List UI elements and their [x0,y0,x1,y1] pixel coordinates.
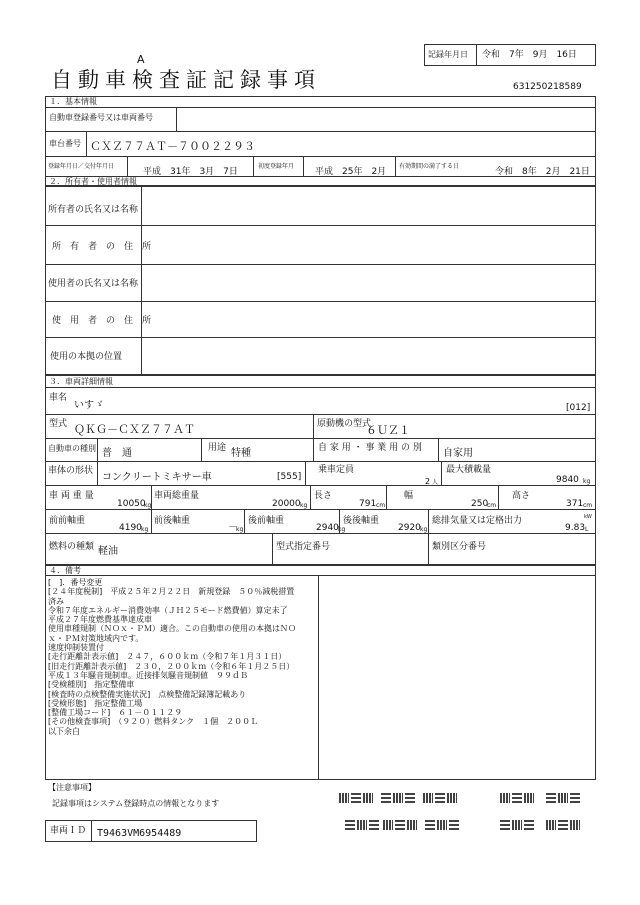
record-date-label: 記録年月日 [428,50,468,59]
length-value: 791 [359,499,377,509]
remark-line: 済み [48,596,64,606]
remark-line: [検査時の点検整備実施状況] 点検整備記録簿記載あり [48,689,247,699]
remark-line: 平成２７年度燃費基準達成車 [48,615,152,625]
owner-name-label: 所有者の氏名又は名称 [48,205,139,215]
max-load-label: 最大積載量 [446,465,492,475]
business-type-label: 自 家 用 ・ 事 業 用 の 別 [318,443,422,453]
vehicle-weight-label: 車 両 重 量 [49,491,94,501]
vehicle-kind-value: 普 通 [102,448,132,459]
section-4-heading: ４．備考 [49,566,81,575]
capacity-label: 乗車定員 [318,465,355,475]
expiry-value: 令和 8年 2月 21日 [495,167,590,177]
chassis-number-value: ＣＸＺ７７ＡＴ－７００２２９３ [90,140,255,153]
kg-unit: kg [141,526,149,533]
remark-line: 平成１３年騒音規制車。近接排気騒音規制値 ９９ｄＢ [48,670,248,680]
height-label: 高さ [512,491,531,501]
model-value: ＱＫＧ－ＣＸＺ７７ＡＴ [74,423,195,436]
kg-unit: kg [144,502,152,509]
document-number: 631250218589 [513,82,582,92]
type-designation-label: 型式指定番号 [276,542,331,552]
front-rear-axle-value: － [228,523,238,533]
owner-address-label: 所 有 者 の 住 所 [52,242,152,252]
gross-weight-label: 車両総重量 [154,491,200,501]
remark-line: [２４年度税制] 平成２５年２月２２日 新規登録 ５０％減税措置 [48,587,295,597]
kg-unit: kg [300,502,308,509]
remark-line: [受検形態] 指定整備工場 [48,698,143,708]
car-name-label: 車名 [49,393,68,403]
body-shape-label: 車体の形状 [48,466,94,476]
displacement-unit-l: L [585,526,589,533]
car-name-code: [012] [566,403,591,413]
engine-model-value: ６ＵＺ１ [366,424,410,437]
rear-front-axle-value: 2940 [316,523,339,533]
qr-code-group-left [339,793,459,831]
vehicle-weight-value: 10050 [117,499,146,509]
vehicle-id-label: 車両ＩＤ [50,826,87,836]
cm-unit: cm [487,502,497,509]
max-load-value: 9840 [556,475,579,485]
kg-unit: kg [236,526,244,533]
model-label: 型式 [49,419,68,429]
car-name-value: いすゞ [74,400,104,411]
remark-line: [ ]．番号変更 [48,578,103,587]
remark-line: ｘ・ＰＭ対策地域内です。 [48,633,144,643]
capacity-unit: 人 [432,479,439,486]
section-1-heading: １．基本情報 [49,97,97,106]
use-label: 用途 [208,443,227,453]
displacement-unit-kw: kW [584,514,592,520]
user-address-label: 使 用 者 の 住 所 [52,316,152,326]
section-2-heading: ２．所有者・使用者情報 [49,177,137,186]
height-value: 371 [566,499,584,509]
fuel-type-value: 軽油 [98,546,118,557]
rear-rear-axle-label: 後後軸重 [343,516,380,526]
reg-date-value: 平成 31年 3月 7日 [143,167,238,177]
remark-line: [整備工場コード] ６１－０１１２９ [48,708,183,718]
vehicle-id-value: T9463VM6954489 [97,828,182,839]
width-value: 250 [471,499,489,509]
remark-line: 使用車種規制（ＮＯｘ・ＰＭ）適合。この自動車の使用の本拠はＮＯ [48,624,296,634]
rear-front-axle-label: 後前軸重 [248,516,285,526]
reg-number-label: 自動車登録番号又は車両番号 [49,113,153,122]
remark-line: [旧走行距離計表示値] ２３０，２００ｋｍ（令和６年１月２５日） [48,661,295,671]
remark-line: 速度抑制装置付 [48,643,104,653]
remark-line: [走行距離計表示値] ２４７，６００ｋｍ（令和７年１月３１日） [48,652,287,662]
kg-unit: kg [338,526,346,533]
engine-model-label: 原動機の型式 [317,419,372,429]
reg-date-label: 登録年月日／交付年月日 [48,163,115,170]
displacement-label: 総排気量又は定格出力 [432,516,523,526]
remark-line: [受検種別] 指定整備車 [48,680,135,690]
capacity-value: 2 [425,477,431,486]
form-mark: A [137,53,145,66]
section-3-heading: ３．車両詳細情報 [49,377,113,386]
gross-weight-value: 20000 [272,499,301,509]
remark-line: [その他検査事項] （９２０）燃料タンク １個 ２００Ｌ [48,717,259,727]
category-number-label: 類別区分番号 [432,542,487,552]
cm-unit: cm [376,502,386,509]
length-label: 長さ [314,491,333,501]
remarks-list [48,578,296,736]
vehicle-kind-label: 自動車の種別 [48,444,96,453]
remark-line: 令和７年度エネルギー消費効率（ＪＨ２５モード燃費値）算定未了 [48,605,288,615]
qr-code-group-right [500,793,584,831]
notice-text: 記録事項はシステム登録時点の情報となります [52,799,220,808]
front-front-axle-label: 前前軸重 [49,516,86,526]
rear-rear-axle-value: 2920 [398,523,421,533]
business-type-value: 自家用 [443,448,473,459]
fuel-type-label: 燃料の種類 [49,542,95,552]
body-shape-value: コンクリートミキサー車 [102,472,212,483]
first-reg-label: 初度登録年月 [258,163,295,170]
record-date-value: 令和 7年 9月 16日 [482,50,577,60]
notice-heading: 【注意事項】 [48,783,96,792]
body-shape-code: [555] [277,472,302,482]
front-rear-axle-label: 前後軸重 [154,516,191,526]
base-location-label: 使用の本拠の位置 [50,352,123,362]
kg-unit: kg [420,526,428,533]
expiry-label: 有効期間の満了する日 [399,163,460,170]
user-name-label: 使用者の氏名又は名称 [48,279,139,289]
max-load-unit: kg [583,478,591,485]
first-reg-value: 平成 25年 2月 [315,167,387,177]
displacement-value: 9.83 [565,523,586,533]
remark-line: 以下余白 [48,726,80,736]
width-label: 幅 [404,491,414,501]
front-front-axle-value: 4190 [119,523,142,533]
chassis-number-label: 車台番号 [49,139,81,148]
use-value: 特種 [231,448,251,459]
cm-unit: cm [583,502,593,509]
document-title: 自動車検査証記録事項 [51,68,321,92]
